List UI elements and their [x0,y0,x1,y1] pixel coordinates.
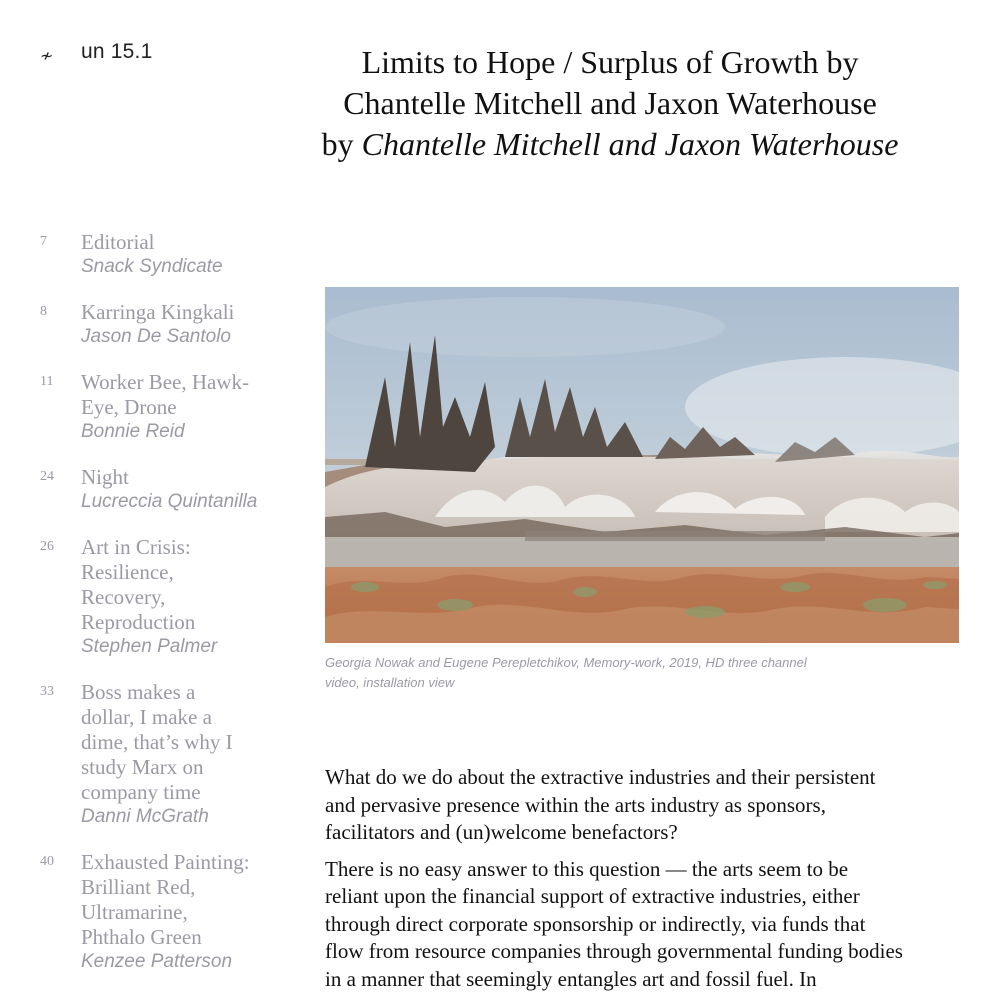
article-title: Limits to Hope / Surplus of Growth by Chantelle Mitchell and Jaxon Waterhouse [343,44,877,121]
toc-title[interactable]: Boss makes a dollar, I make a dime, that’s why I study Marx on company time [81,680,233,804]
toc-title[interactable]: Art in Crisis: Resilience, Recovery, Reproduction [81,535,196,634]
toc-author[interactable]: Danni McGrath [81,806,209,827]
toc-title[interactable]: Karringa Kingkali [81,300,235,324]
article-header [300,42,920,165]
image-caption: Georgia Nowak and Eugene Perepletchikov, Memory-work, 2019, HD three channel video, installation view [325,655,807,690]
toc-page-number: 7 [40,234,47,249]
explosion-landscape-image [325,287,959,643]
article-image [325,287,959,643]
toc-author[interactable]: Jason De Santolo [81,326,231,347]
toc-page-number: 11 [40,374,54,389]
logo-glyph[interactable]: ≁ [40,48,54,65]
article-body [325,764,905,1000]
toc-author[interactable]: Stephen Palmer [81,636,218,657]
toc-title[interactable]: Exhausted Painting: Brilliant Red, Ultramarine, Phthalo Green [81,850,250,949]
toc-item[interactable] [0,465,290,514]
toc-page-number: 40 [40,854,54,869]
body-paragraph: What do we do about the extractive industries and their persistent and pervasive presence within the arts industry as sponsors, facilitators and (un)welcome benefactors? [325,765,876,844]
byline-authors: Chantelle Mitchell and Jaxon Waterhouse [361,126,899,162]
byline-prefix: by [321,126,362,162]
toc-page-number: 24 [40,469,54,484]
toc-author[interactable]: Kenzee Patterson [81,951,233,972]
toc-page-number: 26 [40,539,54,554]
toc-title[interactable]: Worker Bee, Hawk-Eye, Drone [81,370,249,419]
toc-item[interactable] [0,370,290,444]
toc-title[interactable]: Night [81,465,129,489]
toc-item[interactable] [0,535,290,659]
toc-item[interactable] [0,850,290,974]
article-byline [300,124,920,165]
table-of-contents [0,230,290,995]
issue-number[interactable]: un 15.1 [81,40,153,63]
toc-page-number: 33 [40,684,54,699]
toc-page-number: 8 [40,304,47,319]
toc-item[interactable] [0,300,290,349]
toc-author[interactable]: Snack Syndicate [81,256,223,277]
toc-item[interactable] [0,680,290,829]
toc-title[interactable]: Editorial [81,230,155,254]
toc-item[interactable] [0,230,290,279]
toc-author[interactable]: Lucreccia Quintanilla [81,491,258,512]
body-paragraph: There is no easy answer to this question — the arts seem to be reliant upon the financial support of extractive industries, either through direct corporate sponsorship or indirectly, via funds that flow from resource companies through governmental funding bodies in a manner that seemingly entangles art and fossil fuel. In [325,856,903,991]
toc-author[interactable]: Bonnie Reid [81,421,185,442]
